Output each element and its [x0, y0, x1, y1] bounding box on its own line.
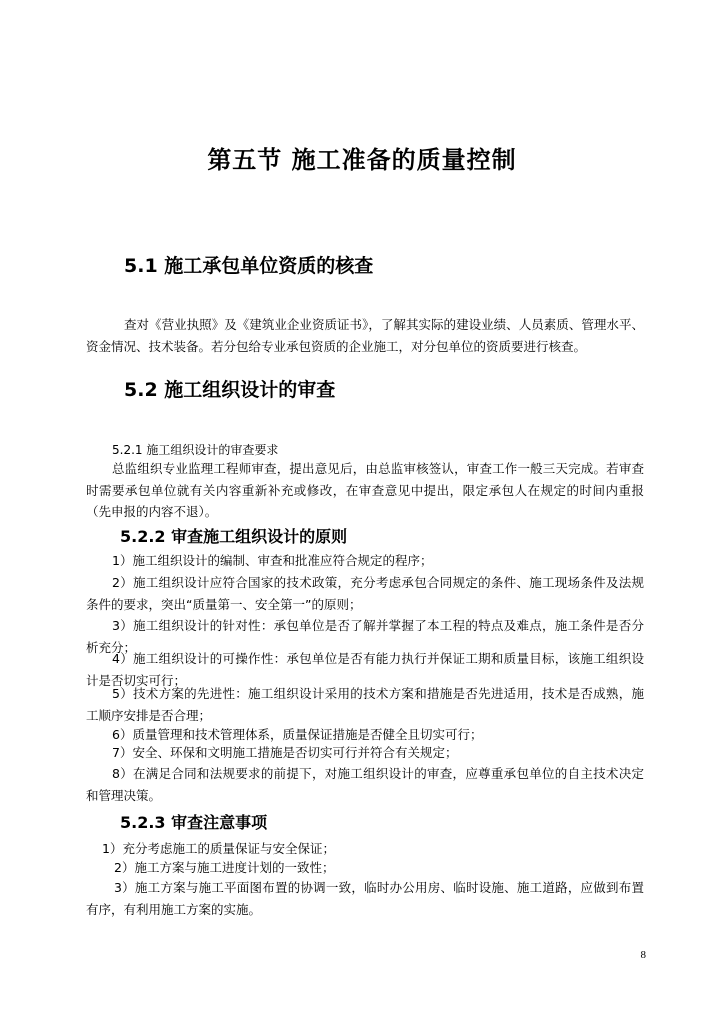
- principle-item-2: 2）施工组织设计应符合国家的技术政策，充分考虑承包合同规定的条件、施工现场条件及法规条件的要求，突出“质量第一、安全第一”的原则；: [86, 575, 644, 612]
- section-5-1-paragraph: 查对《营业执照》及《建筑业企业资质证书》，了解其实际的建设业绩、人员素质、管理水平、资金情况、技术装备。若分包给专业承包资质的企业施工，对分包单位的资质要进行核查。: [86, 317, 644, 354]
- principle-item-3: 3）施工组织设计的针对性：承包单位是否了解并掌握了本工程的特点及难点，施工条件是否分析充分；: [86, 618, 644, 655]
- page-title: 第五节 施工准备的质量控制: [207, 146, 517, 174]
- principle-item-7: 7）安全、环保和文明施工措施是否切实可行并符合有关规定；: [112, 745, 458, 760]
- principle-item-5: 5）技术方案的先进性：施工组织设计采用的技术方案和措施是否先进适用，技术是否成熟，施工顺序安排是否合理；: [86, 686, 644, 723]
- principle-item-8: 8）在满足合同和法规要求的前提下，对施工组织设计的审查，应尊重承包单位的自主技术决定和管理决策。: [86, 766, 644, 803]
- section-5-2-1-paragraph: 总监组织专业监理工程师审查，提出意见后，由总监审核签认，审查工作一般三天完成。若审查时需要承包单位就有关内容重新补充或修改，在审查意见中提出，限定承包人在规定的时间内重报（先申报的内容不退）。: [86, 461, 644, 519]
- section-5-2-3-heading: 5.2.3 审查注意事项: [120, 813, 268, 832]
- principle-item-6: 6）质量管理和技术管理体系，质量保证措施是否健全且切实可行；: [112, 727, 483, 742]
- note-item-2: 2）施工方案与施工进度计划的一致性；: [114, 860, 335, 875]
- section-5-2-1-heading: 5.2.1 施工组织设计的审查要求: [112, 443, 279, 457]
- principle-item-1: 1）施工组织设计的编制、审查和批准应符合规定的程序；: [112, 553, 433, 568]
- section-5-1-heading: 5.1 施工承包单位资质的核查: [124, 255, 374, 277]
- principle-item-4: 4）施工组织设计的可操作性：承包单位是否有能力执行并保证工期和质量目标，该施工组织设计是否切实可行；: [86, 651, 644, 688]
- section-5-2-heading: 5.2 施工组织设计的审查: [124, 379, 336, 401]
- page-number: 8: [640, 949, 646, 961]
- note-item-3: 3）施工方案与施工平面图布置的协调一致，临时办公用房、临时设施、施工道路，应做到布置有序，有利用施工方案的实施。: [86, 880, 644, 917]
- section-5-2-2-heading: 5.2.2 审查施工组织设计的原则: [120, 527, 348, 546]
- note-item-1: 1）充分考虑施工的质量保证与安全保证；: [102, 841, 335, 856]
